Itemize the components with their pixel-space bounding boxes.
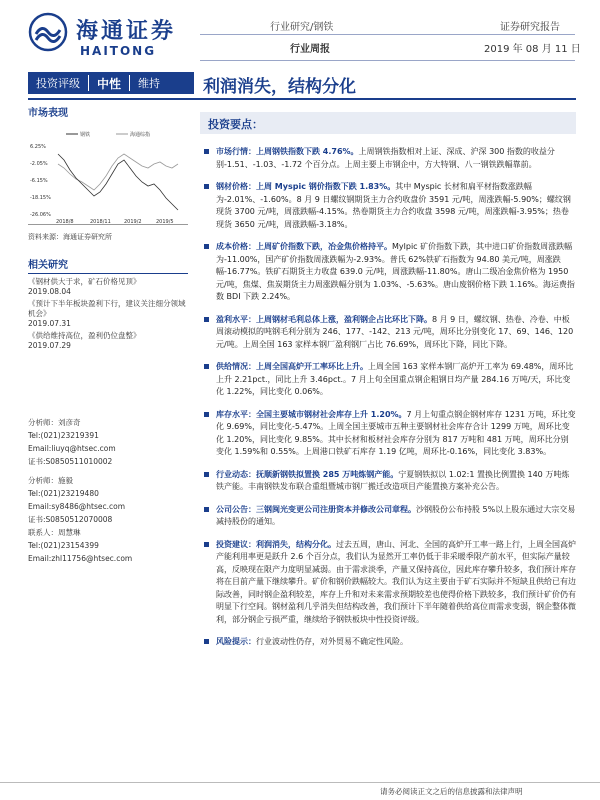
point-text: 其中 Myspic 长材和扁平材指数涨跌幅为-2.01%、-1.60%。8 月 9 日螺纹钢期货主力合约收盘价 3591 元/吨，周涨跌幅-5.90%；螺纹钢现货 3700 元/吨，周涨跌幅-4.15%。热卷期货主力合约收盘 3598 元/吨，周涨跌幅-3.95%；热卷现货 3650 元/吨，周涨跌幅-3.18%。 [216,182,571,229]
bullet-icon [204,149,209,154]
bullet-icon [204,639,209,644]
point-highlight: 风险提示： [216,637,256,646]
related-heading: 相关研究 [28,256,188,274]
analyst-email[interactable]: Email:zhl11756@htsec.com [28,554,133,563]
rating-action: 维持 [138,77,161,90]
x-tick: 2019/5 [156,219,174,225]
point-highlight: 市场行情：上周钢铁指数下跌 4.76%。 [216,147,359,156]
x-tick: 2018/11 [90,219,111,225]
point-highlight: 盈利水平：上周钢材毛利总体上涨，盈利钢企占比环比下降。 [216,314,432,324]
related-list [28,277,188,351]
chart-source: 资料来源：海通证券研究所 [28,233,112,241]
y-tick: -6.15% [30,178,48,184]
x-tick: 2019/2 [124,219,142,225]
footer-divider [0,782,600,783]
header-divider [200,60,575,61]
point-highlight: 行业动态：抚顺新钢铁拟置换 285 万吨炼钢产能。 [216,469,399,479]
report-type: 行业周报 [290,44,330,55]
point-cost [204,241,576,304]
related-date: 2019.07.29 [28,341,71,350]
logo-english: HAITONG [80,44,157,58]
header-divider [200,34,575,35]
bullet-icon [204,184,209,189]
point-highlight: 钢材价格：上周 Myspic 钢价指数下跌 1.83%。 [216,182,396,191]
related-date: 2019.07.31 [28,319,71,328]
market-heading: 市场表现 [28,108,68,119]
bullet-icon [204,412,209,417]
legend-steel: 钢铁 [80,132,91,138]
analyst-email[interactable]: Email:liuyq@htsec.com [28,444,116,453]
point-inventory [204,409,576,459]
page-header [0,0,600,68]
point-industry-news [204,469,576,494]
analyst-cert: 证书:S0850512070008 [28,515,113,524]
investment-points [204,146,576,649]
logo-chinese: 海通证券 [76,18,177,44]
rating-bar [28,72,194,94]
point-text: 8 月 9 日，螺纹钢、热卷、冷卷、中板周滚动模拟的吨钢毛利分别为 246、177、-142、213 元/吨，周环比分别变化 17、69、146、120 元/吨。上周全国 163 家样本钢厂盈利钢厂占比 76.69%，周环比下降，同比下降。 [216,314,574,349]
bullet-icon [204,364,209,369]
analyst-tel: Tel:(021)23154399 [28,541,99,550]
point-text: 过去五周，唐山、河北、全国的高炉开工率一路上行，上周全国高炉产能利用率更是跃升 2.6 个百分点，我们认为显然开工率仍低于非采暖季限产前水平，但实际产量较高，反映现在限产力度明显减弱。由于需求淡季，产量又保持高位，因此库存攀升较多，我们预计库存将在目前产量下继续攀升。矿价和钢价跌幅较大。我们认为这主要由于矿石实际并不短缺且供给已有边际改善，同时钢企盈利较差，库存上升和对未来需求预期较差也使得价格下跌较多，我们预计矿价仍有明显下行空间。钢材盈利几乎消失但结构改善，我们预计下半年随着供给高位而需求变弱，钢企整体微利，部分钢企亏损严重，继续给予钢铁板块中性投资评级。 [216,539,576,624]
point-supply [204,361,576,399]
related-title[interactable]: 《预计下半年板块盈利下行，建议关注细分领域机会》 [28,299,186,318]
analyst-tel: Tel:(021)23219480 [28,489,99,498]
report-title: 利润消失，结构分化 [203,77,356,97]
analyst-email[interactable]: Email:sy8486@htsec.com [28,502,126,511]
y-tick: -18.15% [30,195,51,201]
point-highlight: 成本价格：上周矿价指数下跌，冶金焦价格持平。 [216,242,392,251]
point-text: 7 月上旬重点钢企钢材库存 1231 万吨，环比变化 9.69%，同比变化-5.47%。上周全国主要城市五种主要钢材社会库存合计 1299 万吨，周环比变化 1.20%，同比变化 9.85%。其中长材和板材社会库存分别为 817 万吨和 481 万吨，周环比分别变化 1.59%和 0.55%。上周港口铁矿石库存 1.19 亿吨，周环比-0.16%，同比变化 3.83%。 [216,409,576,456]
analyst-list [28,416,188,565]
point-market [204,146,576,171]
points-heading: 投资要点： [208,118,263,131]
point-highlight: 供给情况：上周全国高炉开工率环比上升。 [216,362,368,371]
related-date: 2019.08.04 [28,287,71,296]
related-title[interactable]: 《钢材供大于求，矿石价格见顶》 [28,277,141,286]
point-highlight: 投资建议：利润消失，结构分化。 [216,539,336,549]
rating-label: 投资评级 [36,77,80,90]
legend-index: 海通综指 [130,132,151,138]
point-recommendation [204,539,576,627]
point-text: 行业波动性仍存，对外贸易不确定性风险。 [256,637,408,646]
y-tick: 6.25% [30,144,46,150]
sidebar [28,104,188,563]
point-company-news [204,504,576,529]
y-tick: -2.05% [30,161,48,167]
footer-disclaimer[interactable]: 请务必阅读正文之后的信息披露和法律声明 [380,787,523,796]
bullet-icon [204,244,209,249]
haitong-logo-icon [28,12,68,52]
analyst-block [28,416,188,565]
point-profit [204,314,576,352]
doc-type: 证券研究报告 [500,22,560,33]
bullet-icon [204,507,209,512]
analyst-name: 分析师：施毅 [28,476,73,485]
point-steel-price [204,181,576,231]
report-category: 行业研究/钢铁 [270,22,334,33]
related-research [28,256,188,353]
analyst-tel: Tel:(021)23219391 [28,431,99,440]
point-highlight: 公司公告：三钢闽光变更公司注册资本并修改公司章程。 [216,504,416,514]
rating-value: 中性 [97,76,122,91]
title-rule [28,98,576,100]
point-text: 上周全国 163 家样本钢厂高炉开工率为 69.48%，周环比上升 2.21pct.，同比上升 3.46pct.。7 月上旬全国重点钢企粗钢日均产量 284.16 万吨/天，环比变化 1.22%，同比变化 0.06%。 [216,362,574,396]
point-text: 沙钢股份公布持股 5%以上股东通过大宗交易减持股份的通知。 [216,504,576,526]
market-chart [28,124,188,225]
point-risk [204,636,576,649]
report-date: 2019 年 08 月 11 日 [484,44,581,55]
bullet-icon [204,542,209,547]
y-tick: -26.06% [30,212,51,218]
index-series-line [58,154,178,190]
point-highlight: 库存水平：全国主要城市钢材社会库存上升 1.20%。 [216,409,407,419]
x-tick: 2018/8 [56,219,74,225]
analyst-name: 联系人：周慧琳 [28,528,81,537]
analyst-cert: 证书:S0850511010002 [28,457,113,466]
bullet-icon [204,472,209,477]
analyst-name: 分析师：刘彦奇 [28,418,81,427]
points-heading-bar [200,112,576,134]
bullet-icon [204,317,209,322]
point-text: 上周钢铁指数相对上证、深成、沪深 300 指数的收益分别-1.51、-1.03、-1.72 个百分点。上周主要上市钢企中，方大特钢、八一钢铁跌幅靠前。 [216,147,555,169]
point-text: 宁夏钢铁拟以 1.02:1 置换比例置换 140 万吨炼铁产能。丰南钢铁发布联合重组暨城市钢厂搬迁改造项目产能置换方案补充公告。 [216,469,570,491]
related-title[interactable]: 《供给维持高位，盈利仍位盘整》 [28,331,141,340]
point-text: Mylpic 矿价指数下跌，其中进口矿价指数周涨跌幅为-11.00%，国产矿价指数周涨跌幅为-2.93%。普氏 62%铁矿石指数为 94.80 美元/吨，周涨跌幅-16.77%。铁矿石期货主力收盘 639.0 元/吨，周涨跌幅-11.80%。唐山二级冶金焦价格为 1950 元/吨，焦煤、焦炭期货主力周涨跌幅分别为 1.03%、-5.63%。唐山废钢价格下跌 1.16%。海运费指数 BDI 下跌 2.24%。 [216,242,575,301]
